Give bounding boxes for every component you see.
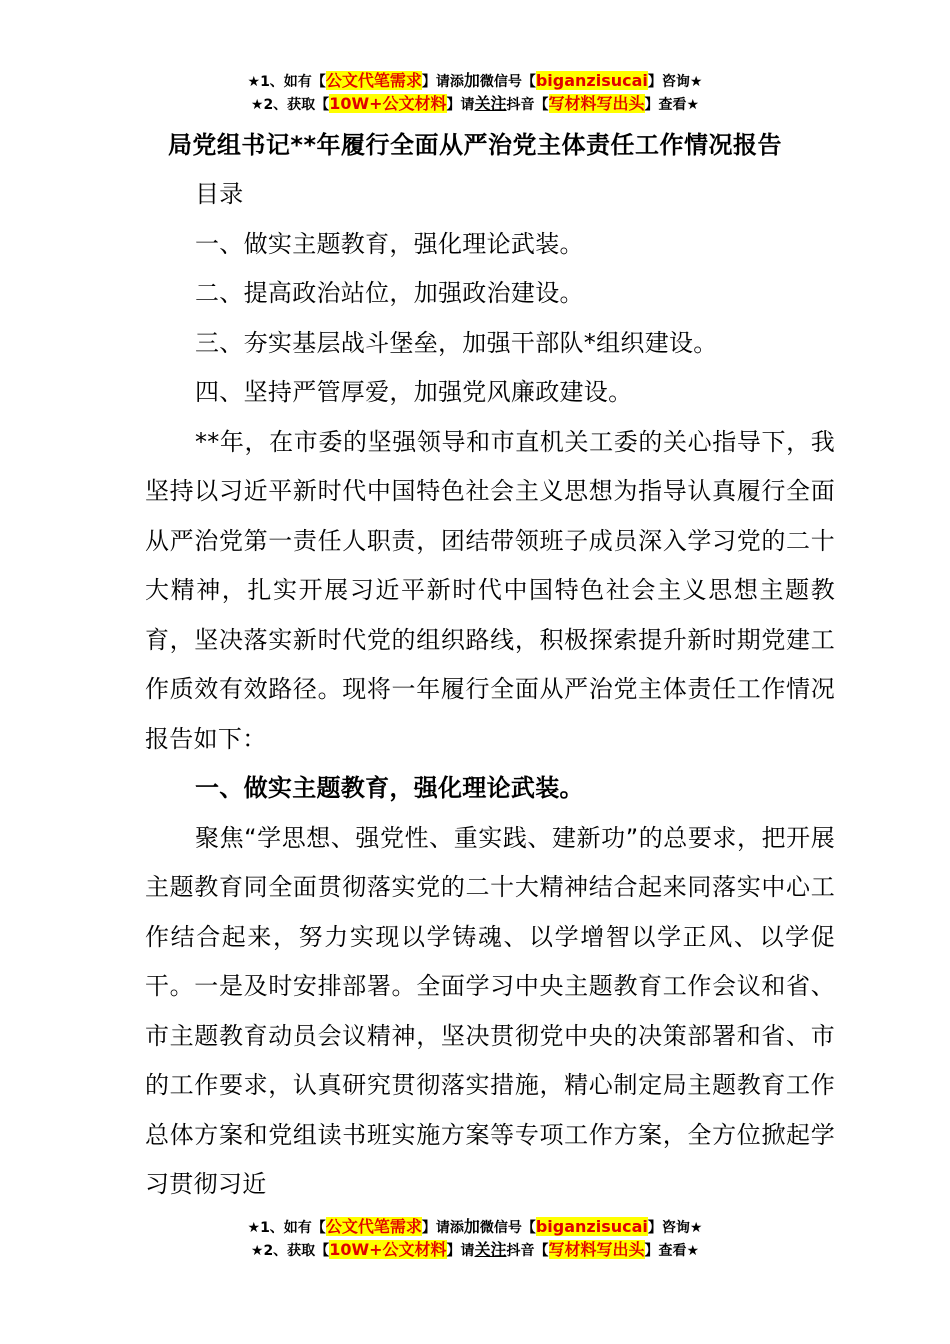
promo-text: 】请	[446, 97, 475, 113]
section-paragraph: 聚焦“学思想、强党性、重实践、建新功”的总要求，把开展主题教育同全面贯彻落实党的二十大精神结合起来同落实中心工作结合起来，努力实现以学铸魂、以学增智以学正风、以学促干。一是及时安排部署。全面学习中央主题教育工作会议和省、市主题教育动员会议精神，坚决贯彻党中央的决策部署和省、市的工作要求，认真研究贯彻落实措施，精心制定局主题教育工作总体方案和党组读书班实施方案等专项工作方案，全方位掀起学习贯彻习近	[145, 823, 835, 1198]
promo-line-1	[0, 70, 950, 93]
promo-line-1	[0, 1216, 950, 1239]
promo-emphasis: 关注	[474, 94, 507, 113]
promo-text: 】咨询★	[647, 1220, 703, 1236]
promo-text: 抖音【	[506, 97, 549, 113]
intro-paragraph: **年，在市委的坚强领导和市直机关工委的关心指导下，我坚持以习近平新时代中国特色社会主义思想为指导认真履行全面从严治党第一责任人职责，团结带领班子成员深入学习党的二十大精神，扎实开展习近平新时代中国特色社会主义思想主题教育，坚决落实新时代党的组织路线，积极探索提升新时期党建工作质效有效路径。现将一年履行全面从严治党主体责任工作情况报告如下：	[145, 427, 835, 753]
promo-highlight: 10W+公文材料	[329, 1240, 447, 1259]
promo-text: 】请	[446, 1243, 475, 1259]
promo-highlight: 公文代笔需求	[325, 71, 422, 90]
toc-item: 三、夯实基层战斗堡垒，加强干部队*组织建设。	[195, 328, 718, 357]
promo-wechat-id: biganzisucai	[535, 1217, 648, 1236]
promo-text: 】查看★	[644, 97, 700, 113]
section-heading: 一、做实主题教育，强化理论武装。	[195, 774, 584, 802]
promo-text: 】咨询★	[647, 74, 703, 90]
promo-text: ★2、获取【	[250, 1243, 330, 1259]
promo-text: 微信号【	[479, 74, 536, 90]
promo-emphasis: 加	[463, 71, 480, 90]
promo-text: 抖音【	[506, 1243, 549, 1259]
promo-emphasis: 加	[463, 1217, 480, 1236]
document-body	[145, 170, 835, 1210]
document-title: 局党组书记**年履行全面从严治党主体责任工作情况报告	[167, 131, 783, 159]
promo-highlight: 10W+公文材料	[329, 94, 447, 113]
promo-text: 】请添	[421, 74, 464, 90]
promo-line-2	[0, 1239, 950, 1262]
toc-item: 二、提高政治站位，加强政治建设。	[195, 279, 584, 307]
promo-text: ★1、如有【	[247, 74, 326, 90]
promo-text: 】请添	[421, 1220, 464, 1236]
promo-banner-bottom	[0, 1216, 950, 1262]
promo-line-2	[0, 93, 950, 116]
promo-text: 微信号【	[479, 1220, 536, 1236]
promo-wechat-id: biganzisucai	[535, 71, 648, 90]
promo-emphasis: 关注	[474, 1240, 507, 1259]
promo-banner-top	[0, 70, 950, 116]
promo-text: ★2、获取【	[250, 97, 330, 113]
toc-heading: 目录	[195, 180, 244, 208]
promo-highlight: 公文代笔需求	[325, 1217, 422, 1236]
promo-douyin-id: 写材料写出头	[548, 1240, 645, 1259]
promo-text: ★1、如有【	[247, 1220, 326, 1236]
promo-text: 】查看★	[644, 1243, 700, 1259]
promo-douyin-id: 写材料写出头	[548, 94, 645, 113]
toc-item: 一、做实主题教育，强化理论武装。	[195, 229, 584, 258]
toc-item: 四、坚持严管厚爱，加强党风廉政建设。	[195, 378, 633, 406]
